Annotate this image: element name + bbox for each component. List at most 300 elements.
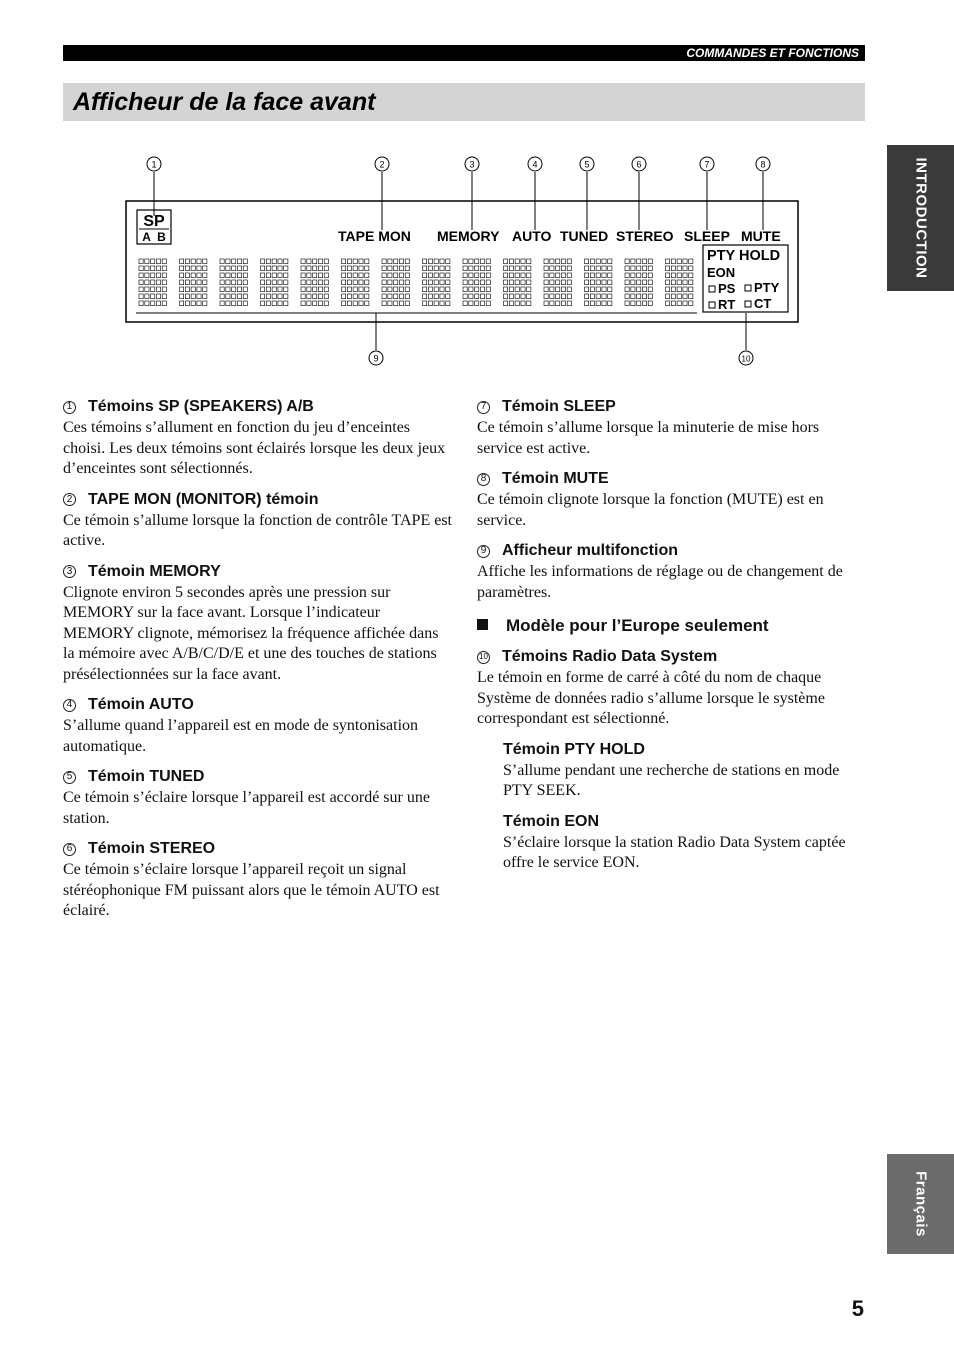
matrix-dot <box>399 280 403 285</box>
matrix-dot <box>318 301 322 306</box>
matrix-dot <box>156 301 160 306</box>
matrix-dot <box>475 301 479 306</box>
matrix-dot <box>637 280 641 285</box>
matrix-dot <box>671 301 675 306</box>
matrix-dot <box>550 266 554 271</box>
matrix-dot <box>347 287 351 292</box>
matrix-dot <box>463 280 467 285</box>
matrix-dot <box>359 301 363 306</box>
matrix-dot <box>608 280 612 285</box>
matrix-dot <box>446 301 450 306</box>
matrix-dot <box>642 266 646 271</box>
matrix-dot <box>394 287 398 292</box>
matrix-dot <box>561 266 565 271</box>
matrix-dot <box>446 287 450 292</box>
sub-item-title: Témoin EON <box>503 812 600 830</box>
matrix-dot <box>666 259 670 264</box>
matrix-dot <box>637 301 641 306</box>
matrix-dot <box>145 259 149 264</box>
label-stereo: STEREO <box>616 228 674 244</box>
item-number: 2 <box>63 493 76 506</box>
matrix-dot <box>405 259 409 264</box>
matrix-dot <box>151 287 155 292</box>
matrix-dot <box>261 259 265 264</box>
matrix-dot <box>185 266 189 271</box>
matrix-dot <box>324 287 328 292</box>
matrix-dot <box>428 280 432 285</box>
item-number: 4 <box>63 699 76 712</box>
matrix-dot <box>232 287 236 292</box>
matrix-dot <box>156 280 160 285</box>
matrix-dot <box>324 259 328 264</box>
matrix-dot <box>226 273 230 278</box>
matrix-dot <box>226 287 230 292</box>
matrix-dot <box>399 287 403 292</box>
matrix-dot <box>139 294 143 299</box>
matrix-dot <box>399 294 403 299</box>
matrix-dot <box>509 259 513 264</box>
callout-6: 6 <box>636 159 642 170</box>
matrix-dot <box>509 301 513 306</box>
matrix-dot <box>515 287 519 292</box>
matrix-dot <box>220 294 224 299</box>
matrix-dot <box>301 259 305 264</box>
matrix-dot <box>666 301 670 306</box>
item-number: 7 <box>477 401 490 414</box>
front-panel-display-diagram <box>0 140 954 380</box>
matrix-dot <box>313 273 317 278</box>
matrix-dot <box>220 259 224 264</box>
matrix-dot <box>342 287 346 292</box>
matrix-dot <box>382 273 386 278</box>
matrix-dot <box>556 273 560 278</box>
matrix-dot <box>243 266 247 271</box>
matrix-dot <box>272 266 276 271</box>
matrix-dot <box>608 266 612 271</box>
matrix-dot <box>561 273 565 278</box>
matrix-dot <box>625 273 629 278</box>
item-text: Ce témoin clignote lorsque la fonction (MUTE) est en service. <box>477 491 824 529</box>
matrix-dot <box>434 259 438 264</box>
matrix-dot <box>625 280 629 285</box>
matrix-dot <box>527 266 531 271</box>
matrix-dot <box>220 287 224 292</box>
matrix-dot <box>359 259 363 264</box>
item-2 <box>63 489 453 552</box>
matrix-dot <box>180 259 184 264</box>
side-tab-language[interactable] <box>887 1154 954 1254</box>
callout-5: 5 <box>584 159 590 170</box>
matrix-dot <box>637 266 641 271</box>
matrix-dot <box>243 294 247 299</box>
matrix-dot <box>486 273 490 278</box>
matrix-dot <box>342 266 346 271</box>
matrix-dot <box>631 287 635 292</box>
sub-item-text: S’éclaire lorsque la station Radio Data System captée offre le service EON. <box>503 833 846 871</box>
matrix-dot <box>162 280 166 285</box>
matrix-dot <box>203 301 207 306</box>
matrix-dot <box>185 287 189 292</box>
matrix-dot <box>486 287 490 292</box>
europe-heading <box>477 615 867 637</box>
matrix-dot <box>677 266 681 271</box>
matrix-dot <box>423 259 427 264</box>
matrix-dot <box>156 287 160 292</box>
rds-rt: RT <box>718 297 736 312</box>
matrix-dot <box>405 294 409 299</box>
side-tab-label: INTRODUCTION <box>912 157 929 279</box>
item-7 <box>477 396 867 459</box>
matrix-dot <box>434 301 438 306</box>
matrix-dot <box>243 280 247 285</box>
matrix-dot <box>365 287 369 292</box>
matrix-dot <box>347 280 351 285</box>
matrix-dot <box>151 301 155 306</box>
matrix-dot <box>301 273 305 278</box>
matrix-dot <box>434 280 438 285</box>
matrix-dot <box>637 294 641 299</box>
matrix-dot <box>469 301 473 306</box>
matrix-dot <box>625 259 629 264</box>
matrix-dot <box>625 287 629 292</box>
matrix-dot <box>689 294 693 299</box>
matrix-dot <box>515 259 519 264</box>
matrix-dot <box>504 294 508 299</box>
matrix-dot <box>602 266 606 271</box>
matrix-dot <box>567 266 571 271</box>
matrix-dot <box>469 280 473 285</box>
matrix-dot <box>631 301 635 306</box>
matrix-dot <box>602 280 606 285</box>
matrix-dot <box>226 266 230 271</box>
matrix-dot <box>486 301 490 306</box>
matrix-dot <box>307 259 311 264</box>
matrix-dot <box>388 273 392 278</box>
matrix-dot <box>243 287 247 292</box>
matrix-dot <box>446 266 450 271</box>
matrix-dot <box>388 287 392 292</box>
matrix-dot <box>515 280 519 285</box>
matrix-dot <box>353 259 357 264</box>
matrix-dot <box>446 273 450 278</box>
matrix-dot <box>504 280 508 285</box>
matrix-dot <box>353 280 357 285</box>
matrix-dot <box>266 280 270 285</box>
matrix-dot <box>567 273 571 278</box>
matrix-dot <box>313 294 317 299</box>
matrix-dot <box>561 294 565 299</box>
matrix-dot <box>191 287 195 292</box>
header-bar <box>63 45 865 61</box>
matrix-dot <box>683 301 687 306</box>
matrix-dot <box>590 259 594 264</box>
matrix-dot <box>180 266 184 271</box>
matrix-dot <box>365 280 369 285</box>
matrix-dot <box>278 301 282 306</box>
item-title: Témoin MEMORY <box>88 562 221 580</box>
matrix-dot <box>220 266 224 271</box>
matrix-dot <box>139 273 143 278</box>
matrix-dot <box>440 287 444 292</box>
right-column <box>477 396 867 883</box>
matrix-dot <box>677 280 681 285</box>
matrix-dot <box>347 294 351 299</box>
matrix-dot <box>237 301 241 306</box>
matrix-dot <box>666 273 670 278</box>
matrix-dot <box>475 259 479 264</box>
matrix-dot <box>677 294 681 299</box>
matrix-dot <box>220 280 224 285</box>
matrix-dot <box>642 259 646 264</box>
matrix-dot <box>301 294 305 299</box>
item-text: S’allume quand l’appareil est en mode de syntonisation automatique. <box>63 717 419 755</box>
matrix-dot <box>602 259 606 264</box>
matrix-dot <box>463 294 467 299</box>
matrix-dot <box>440 301 444 306</box>
callout-7: 7 <box>704 159 710 170</box>
matrix-dot <box>521 273 525 278</box>
matrix-dot <box>197 287 201 292</box>
matrix-dot <box>423 266 427 271</box>
matrix-dot <box>232 301 236 306</box>
matrix-dot <box>261 280 265 285</box>
matrix-dot <box>353 273 357 278</box>
matrix-dot <box>486 294 490 299</box>
matrix-dot <box>266 294 270 299</box>
matrix-dot <box>671 294 675 299</box>
matrix-dot <box>185 259 189 264</box>
matrix-dot <box>399 259 403 264</box>
matrix-dot <box>388 301 392 306</box>
matrix-dot <box>486 259 490 264</box>
matrix-dot <box>185 273 189 278</box>
matrix-dot <box>284 273 288 278</box>
matrix-dot <box>185 301 189 306</box>
matrix-dot <box>261 287 265 292</box>
matrix-dot <box>353 266 357 271</box>
matrix-dot <box>318 266 322 271</box>
matrix-dot <box>469 294 473 299</box>
matrix-dot <box>151 273 155 278</box>
rds-ps: PS <box>718 281 736 296</box>
matrix-dot <box>689 266 693 271</box>
matrix-dot <box>446 294 450 299</box>
matrix-dot <box>394 280 398 285</box>
matrix-dot <box>382 294 386 299</box>
matrix-dot <box>666 294 670 299</box>
matrix-dot <box>527 259 531 264</box>
sub-item-eon <box>503 811 867 874</box>
matrix-dot <box>237 280 241 285</box>
matrix-dot <box>243 259 247 264</box>
label-auto: AUTO <box>512 228 552 244</box>
matrix-dot <box>162 287 166 292</box>
matrix-dot <box>509 266 513 271</box>
matrix-dot <box>220 301 224 306</box>
matrix-dot <box>475 287 479 292</box>
matrix-dot <box>318 280 322 285</box>
matrix-dot <box>394 273 398 278</box>
matrix-dot <box>648 259 652 264</box>
matrix-dot <box>139 280 143 285</box>
matrix-dot <box>324 294 328 299</box>
matrix-dot <box>631 273 635 278</box>
matrix-dot <box>544 266 548 271</box>
matrix-dot <box>544 273 548 278</box>
item-number: 5 <box>63 771 76 784</box>
matrix-dot <box>203 294 207 299</box>
matrix-dot <box>145 273 149 278</box>
label-mute: MUTE <box>741 228 781 244</box>
matrix-dot <box>463 266 467 271</box>
matrix-dot <box>515 266 519 271</box>
matrix-dot <box>590 273 594 278</box>
matrix-dot <box>434 294 438 299</box>
item-number: 1 <box>63 401 76 414</box>
matrix-dot <box>423 301 427 306</box>
matrix-dot <box>544 301 548 306</box>
matrix-dot <box>480 287 484 292</box>
matrix-dot <box>203 266 207 271</box>
matrix-dot <box>515 273 519 278</box>
side-tab-label: Français <box>912 1171 929 1237</box>
matrix-dot <box>463 287 467 292</box>
matrix-dot <box>648 273 652 278</box>
matrix-dot <box>440 259 444 264</box>
matrix-dot <box>197 294 201 299</box>
matrix-dot <box>191 273 195 278</box>
matrix-dot <box>527 280 531 285</box>
section-title: COMMANDES ET FONCTIONS <box>686 46 859 60</box>
matrix-dot <box>145 280 149 285</box>
matrix-dot <box>521 294 525 299</box>
matrix-dot <box>642 294 646 299</box>
matrix-dot <box>585 280 589 285</box>
item-text: Ce témoin s’allume lorsque la minuterie de mise hors service est active. <box>477 419 820 457</box>
matrix-dot <box>162 266 166 271</box>
matrix-dot <box>590 266 594 271</box>
ab-label: A B <box>142 230 166 244</box>
matrix-dot <box>203 273 207 278</box>
matrix-dot <box>671 280 675 285</box>
matrix-dot <box>180 301 184 306</box>
matrix-dot <box>683 266 687 271</box>
item-title: Témoin STEREO <box>88 840 216 857</box>
matrix-dot <box>666 287 670 292</box>
matrix-dot <box>463 301 467 306</box>
matrix-dot <box>359 294 363 299</box>
matrix-dot <box>156 266 160 271</box>
matrix-dot <box>428 301 432 306</box>
matrix-dot <box>527 287 531 292</box>
matrix-dot <box>648 266 652 271</box>
matrix-dot <box>365 294 369 299</box>
matrix-dot <box>637 287 641 292</box>
matrix-dot <box>469 259 473 264</box>
matrix-dot <box>353 301 357 306</box>
matrix-dot <box>359 266 363 271</box>
matrix-dot <box>261 301 265 306</box>
matrix-dot <box>509 280 513 285</box>
matrix-dot <box>284 287 288 292</box>
matrix-dot <box>139 259 143 264</box>
matrix-dot <box>428 266 432 271</box>
matrix-dot <box>446 280 450 285</box>
matrix-dot <box>405 280 409 285</box>
matrix-dot <box>232 294 236 299</box>
matrix-dot <box>596 301 600 306</box>
matrix-dot <box>284 259 288 264</box>
item-title: Afficheur multifonction <box>502 542 678 559</box>
matrix-dot <box>237 287 241 292</box>
callout-1: 1 <box>151 159 157 170</box>
matrix-dot <box>677 301 681 306</box>
matrix-dot <box>307 273 311 278</box>
matrix-dot <box>347 273 351 278</box>
matrix-dot <box>504 259 508 264</box>
matrix-dot <box>313 287 317 292</box>
matrix-dot <box>301 301 305 306</box>
matrix-dot <box>480 259 484 264</box>
matrix-dot <box>671 259 675 264</box>
label-memory: MEMORY <box>437 228 500 244</box>
matrix-dot <box>689 287 693 292</box>
matrix-dot <box>475 266 479 271</box>
matrix-dot <box>342 280 346 285</box>
matrix-dot <box>145 301 149 306</box>
matrix-dot <box>625 266 629 271</box>
matrix-dot <box>469 266 473 271</box>
matrix-dot <box>550 287 554 292</box>
matrix-dot <box>272 280 276 285</box>
matrix-dot <box>237 259 241 264</box>
item-1 <box>63 396 453 480</box>
matrix-dot <box>318 273 322 278</box>
matrix-dot <box>642 280 646 285</box>
matrix-dot <box>185 294 189 299</box>
matrix-dot <box>365 266 369 271</box>
title-bar <box>63 83 865 121</box>
matrix-dot <box>596 259 600 264</box>
matrix-dot <box>689 273 693 278</box>
matrix-dot <box>671 266 675 271</box>
matrix-dot <box>156 259 160 264</box>
matrix-dot <box>347 266 351 271</box>
matrix-dot <box>648 280 652 285</box>
matrix-dot <box>556 266 560 271</box>
matrix-dot <box>683 280 687 285</box>
matrix-dot <box>284 301 288 306</box>
matrix-dot <box>232 266 236 271</box>
callout-4: 4 <box>532 159 538 170</box>
matrix-dot <box>625 301 629 306</box>
matrix-dot <box>405 301 409 306</box>
item-text: Ce témoin s’allume lorsque la fonction de contrôle TAPE est active. <box>63 511 452 549</box>
matrix-dot <box>185 280 189 285</box>
matrix-dot <box>642 287 646 292</box>
matrix-dot <box>596 266 600 271</box>
matrix-dot <box>180 280 184 285</box>
matrix-dot <box>301 280 305 285</box>
matrix-dot <box>509 294 513 299</box>
matrix-dot <box>278 266 282 271</box>
matrix-dot <box>423 273 427 278</box>
matrix-dot <box>388 266 392 271</box>
matrix-dot <box>585 259 589 264</box>
matrix-dot <box>226 301 230 306</box>
matrix-dot <box>284 280 288 285</box>
matrix-dot <box>220 273 224 278</box>
